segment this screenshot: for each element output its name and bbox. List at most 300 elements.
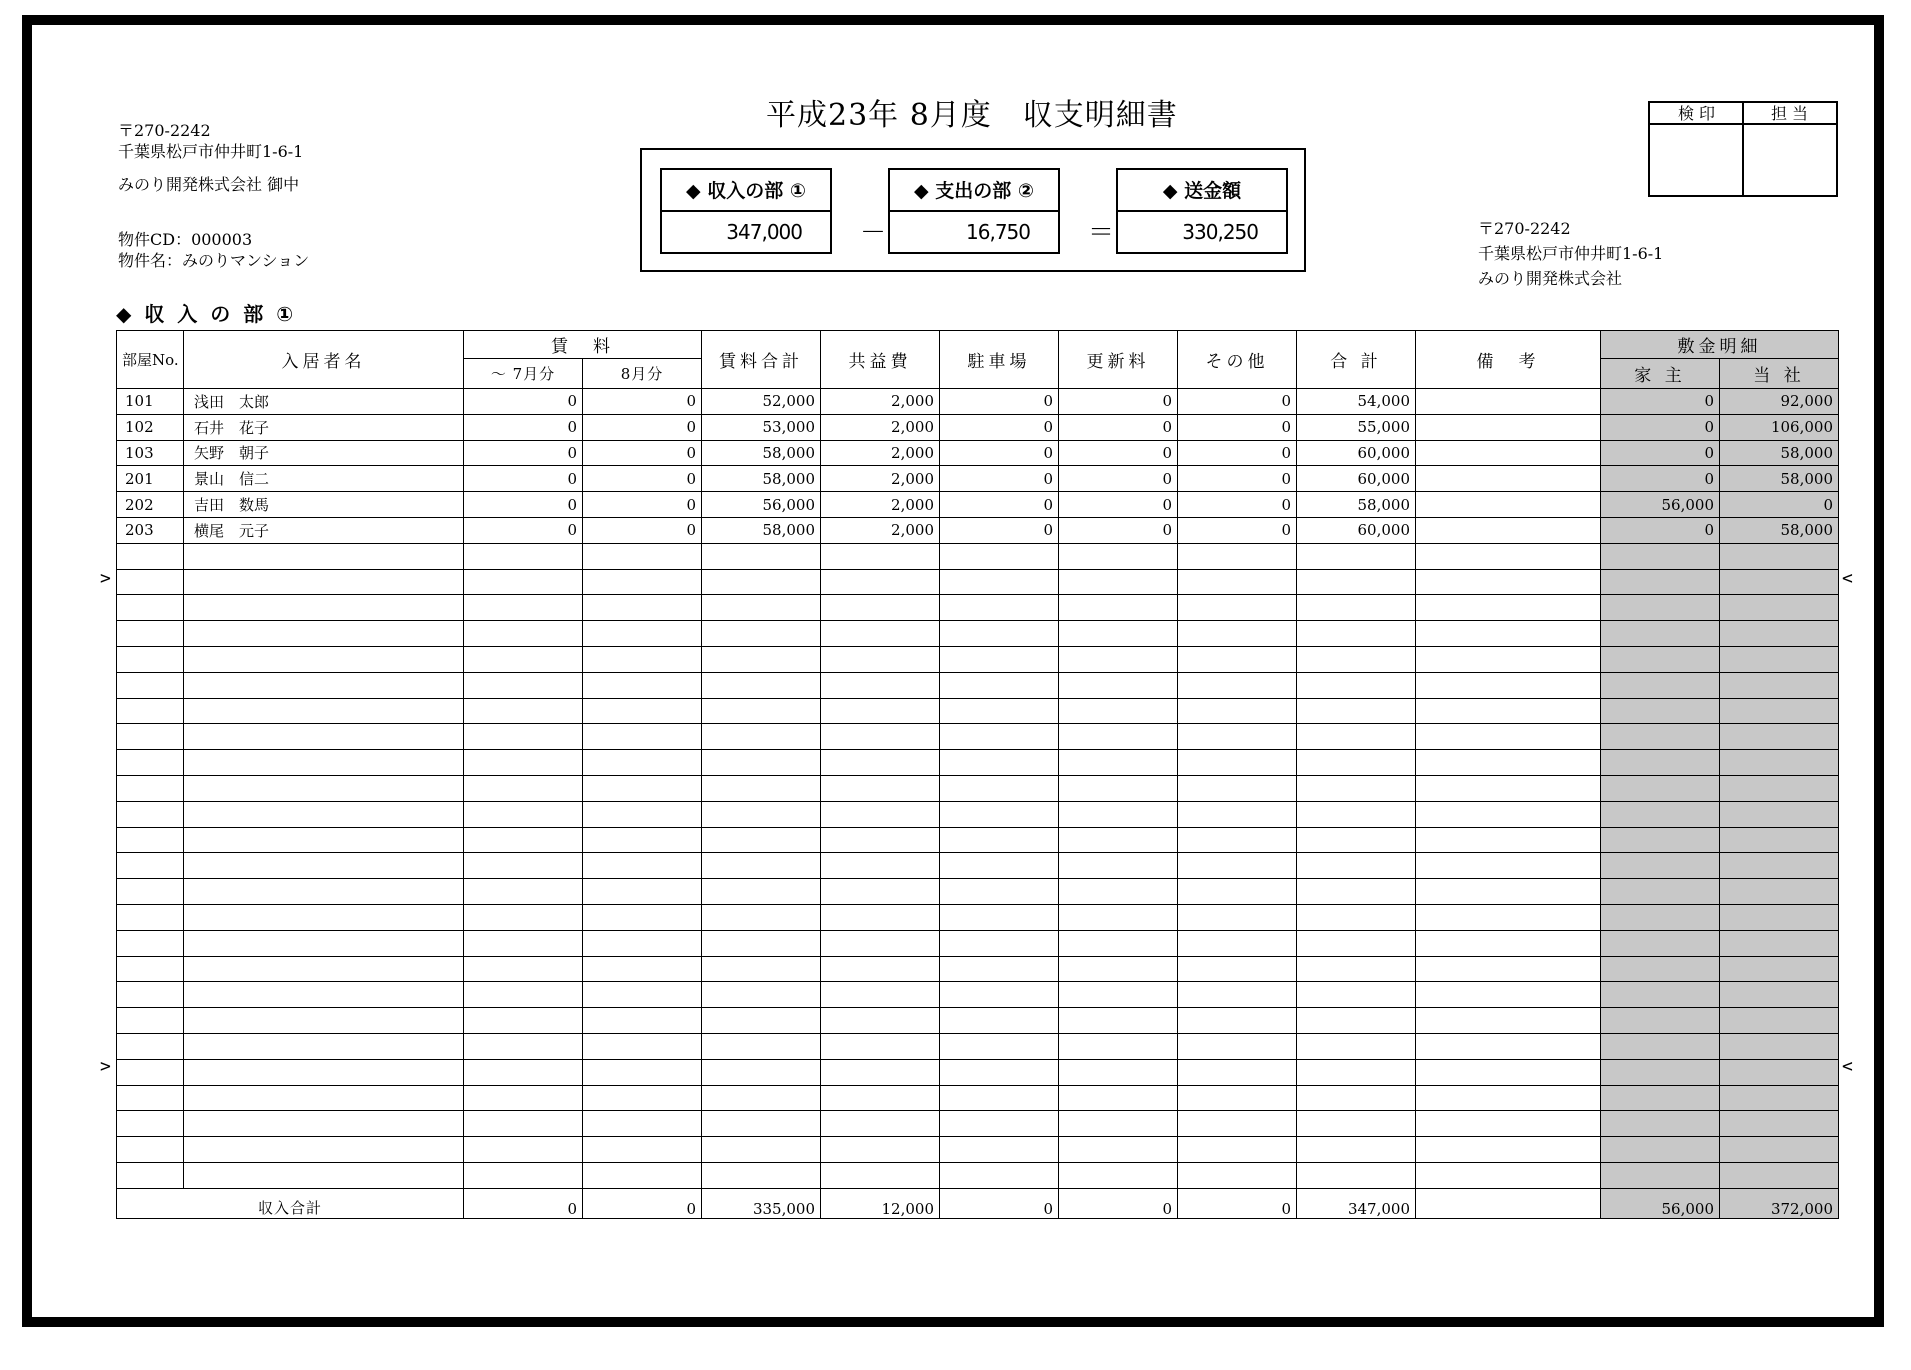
cell-cur: [583, 724, 702, 750]
fold-mark-right-bottom: <: [1842, 1056, 1853, 1077]
cell-common: [821, 930, 940, 956]
header-owner: 家 主: [1601, 359, 1720, 389]
cell-renewal: [1059, 750, 1178, 776]
cell-other: [1178, 646, 1297, 672]
cell-remarks: [1416, 1085, 1601, 1111]
cell-remarks: [1416, 1137, 1601, 1163]
cell-renewal: [1059, 1137, 1178, 1163]
cell-parking: 0: [940, 492, 1059, 518]
cell-name: 横尾 元子: [184, 517, 464, 543]
cell-cur: [583, 1059, 702, 1085]
cell-total: [1297, 621, 1416, 647]
cell-owner: [1601, 1162, 1720, 1188]
cell-room: [117, 982, 184, 1008]
cell-remarks: [1416, 879, 1601, 905]
cell-parking: [940, 1059, 1059, 1085]
cell-common: 2,000: [821, 414, 940, 440]
cell-parking: [940, 672, 1059, 698]
cell-owner: [1601, 543, 1720, 569]
cell-name: [184, 1162, 464, 1188]
cell-common: [821, 879, 940, 905]
cell-name: [184, 930, 464, 956]
cell-total: [1297, 1111, 1416, 1137]
table-row: [117, 621, 1839, 647]
cell-remarks: [1416, 801, 1601, 827]
cell-parking: [940, 1033, 1059, 1059]
cell-room: [117, 750, 184, 776]
table-row: [117, 853, 1839, 879]
header-total: 合 計: [1297, 331, 1416, 389]
cell-owner: [1601, 1033, 1720, 1059]
table-row: [117, 775, 1839, 801]
cell-company: 58,000: [1720, 440, 1839, 466]
cell-parking: [940, 569, 1059, 595]
cell-rent_total: [702, 827, 821, 853]
cell-total: 60,000: [1297, 466, 1416, 492]
cell-prev: [464, 853, 583, 879]
table-row: [117, 801, 1839, 827]
table-row: [117, 956, 1839, 982]
cell-owner: 0: [1601, 440, 1720, 466]
table-total-row: [117, 1188, 1839, 1218]
cell-common: [821, 750, 940, 776]
cell-cur: [583, 879, 702, 905]
cell-name: 吉田 数馬: [184, 492, 464, 518]
header-company: 当 社: [1720, 359, 1839, 389]
cell-remarks: [1416, 1111, 1601, 1137]
table-row: [117, 698, 1839, 724]
cell-renewal: [1059, 698, 1178, 724]
cell-name: [184, 956, 464, 982]
cell-owner: [1601, 1111, 1720, 1137]
recipient-address: 千葉県松戸市仲井町1-6-1: [118, 142, 304, 161]
cell-company: 92,000: [1720, 389, 1839, 415]
cell-common: [821, 646, 940, 672]
cell-company: [1720, 956, 1839, 982]
cell-other: [1178, 1111, 1297, 1137]
cell-company: [1720, 724, 1839, 750]
cell-company: [1720, 982, 1839, 1008]
cell-prev: [464, 543, 583, 569]
cell-cur: [583, 621, 702, 647]
cell-rent_total: [702, 698, 821, 724]
cell-parking: 0: [940, 440, 1059, 466]
cell-renewal: 0: [1059, 414, 1178, 440]
cell-room: [117, 801, 184, 827]
cell-company: [1720, 853, 1839, 879]
cell-parking: 0: [940, 517, 1059, 543]
cell-parking: [940, 827, 1059, 853]
cell-owner: [1601, 698, 1720, 724]
cell-cur: 0: [583, 414, 702, 440]
cell-rent_total: [702, 750, 821, 776]
cell-name: [184, 621, 464, 647]
table-row: [117, 414, 1839, 440]
cell-remarks: [1416, 569, 1601, 595]
cell-owner: [1601, 801, 1720, 827]
cell-common: 2,000: [821, 466, 940, 492]
cell-total: 55,000: [1297, 414, 1416, 440]
cell-prev: [464, 904, 583, 930]
cell-company: [1720, 1033, 1839, 1059]
cell-parking: [940, 1111, 1059, 1137]
cell-total: [1297, 1085, 1416, 1111]
fold-mark-left-bottom: >: [100, 1056, 111, 1077]
recipient-block: [118, 120, 309, 271]
cell-rent_total: [702, 801, 821, 827]
cell-owner: [1601, 750, 1720, 776]
income-summary-label: ◆ 収入の部 ①: [662, 170, 830, 212]
cell-common: [821, 904, 940, 930]
header-deposit: 敷金明細: [1601, 331, 1839, 359]
table-row: [117, 724, 1839, 750]
cell-company: 0: [1720, 492, 1839, 518]
cell-remarks: [1416, 621, 1601, 647]
cell-room: [117, 595, 184, 621]
cell-common: [821, 595, 940, 621]
cell-name: [184, 543, 464, 569]
cell-parking: 0: [940, 466, 1059, 492]
fold-mark-left-top: >: [100, 568, 111, 589]
cell-common: 2,000: [821, 517, 940, 543]
cell-cur: 0: [583, 492, 702, 518]
cell-other: [1178, 621, 1297, 647]
cell-remarks: [1416, 775, 1601, 801]
cell-company: [1720, 1085, 1839, 1111]
cell-room: [117, 1162, 184, 1188]
cell-total: 60,000: [1297, 517, 1416, 543]
remittance-summary-value: 330,250: [1182, 220, 1258, 244]
cell-renewal: [1059, 724, 1178, 750]
cell-company: [1720, 672, 1839, 698]
cell-renewal: [1059, 646, 1178, 672]
income-table: [116, 330, 1839, 1219]
cell-name: [184, 595, 464, 621]
cell-parking: [940, 982, 1059, 1008]
cell-parking: [940, 1137, 1059, 1163]
total-prev: 0: [464, 1188, 583, 1218]
cell-prev: [464, 930, 583, 956]
cell-owner: [1601, 1059, 1720, 1085]
recipient-postal: 〒270-2242: [118, 121, 211, 140]
cell-cur: 0: [583, 440, 702, 466]
table-row: [117, 466, 1839, 492]
cell-total: [1297, 1162, 1416, 1188]
cell-renewal: [1059, 1008, 1178, 1034]
cell-other: [1178, 672, 1297, 698]
cell-name: 景山 信二: [184, 466, 464, 492]
cell-rent_total: 58,000: [702, 440, 821, 466]
cell-cur: [583, 646, 702, 672]
cell-other: [1178, 595, 1297, 621]
cell-cur: [583, 827, 702, 853]
total-renewal: 0: [1059, 1188, 1178, 1218]
cell-company: 58,000: [1720, 466, 1839, 492]
cell-cur: [583, 1033, 702, 1059]
sender-postal: 〒270-2242: [1478, 219, 1571, 238]
cell-room: [117, 1111, 184, 1137]
cell-total: [1297, 853, 1416, 879]
cell-room: [117, 1033, 184, 1059]
cell-total: [1297, 698, 1416, 724]
cell-owner: [1601, 621, 1720, 647]
cell-room: [117, 646, 184, 672]
cell-prev: 0: [464, 440, 583, 466]
cell-renewal: [1059, 543, 1178, 569]
cell-total: [1297, 724, 1416, 750]
cell-total: 60,000: [1297, 440, 1416, 466]
expense-summary: [888, 168, 1060, 254]
cell-owner: 0: [1601, 414, 1720, 440]
cell-total: [1297, 982, 1416, 1008]
cell-cur: [583, 1162, 702, 1188]
cell-common: 2,000: [821, 492, 940, 518]
cell-other: [1178, 1162, 1297, 1188]
cell-name: [184, 1137, 464, 1163]
cell-common: [821, 1137, 940, 1163]
cell-other: [1178, 724, 1297, 750]
header-room: 部屋No.: [117, 331, 184, 389]
cell-name: [184, 1111, 464, 1137]
cell-common: [821, 1033, 940, 1059]
sender-address: 千葉県松戸市仲井町1-6-1: [1478, 244, 1664, 263]
cell-renewal: [1059, 1162, 1178, 1188]
cell-prev: [464, 827, 583, 853]
cell-remarks: [1416, 595, 1601, 621]
cell-renewal: 0: [1059, 466, 1178, 492]
cell-parking: [940, 879, 1059, 905]
header-other: その他: [1178, 331, 1297, 389]
cell-remarks: [1416, 750, 1601, 776]
cell-remarks: [1416, 904, 1601, 930]
cell-company: [1720, 543, 1839, 569]
header-rent-prev: ～ 7月分: [464, 359, 583, 389]
table-row: [117, 1008, 1839, 1034]
cell-parking: [940, 724, 1059, 750]
cell-parking: [940, 853, 1059, 879]
cell-rent_total: [702, 775, 821, 801]
header-rent: 賃 料: [464, 331, 702, 359]
table-row: [117, 1085, 1839, 1111]
cell-total: [1297, 1137, 1416, 1163]
cell-prev: [464, 750, 583, 776]
cell-other: [1178, 1085, 1297, 1111]
cell-parking: [940, 595, 1059, 621]
cell-prev: 0: [464, 414, 583, 440]
cell-prev: [464, 1085, 583, 1111]
cell-remarks: [1416, 853, 1601, 879]
cell-owner: [1601, 672, 1720, 698]
cell-company: [1720, 569, 1839, 595]
cell-rent_total: [702, 724, 821, 750]
cell-name: [184, 724, 464, 750]
cell-other: 0: [1178, 466, 1297, 492]
cell-owner: [1601, 569, 1720, 595]
cell-parking: 0: [940, 389, 1059, 415]
cell-prev: 0: [464, 517, 583, 543]
income-summary: [660, 168, 832, 254]
cell-cur: [583, 1085, 702, 1111]
cell-other: [1178, 930, 1297, 956]
cell-cur: [583, 595, 702, 621]
cell-room: 201: [117, 466, 184, 492]
total-parking: 0: [940, 1188, 1059, 1218]
cell-rent_total: [702, 1111, 821, 1137]
stamp-divider: [1742, 103, 1744, 195]
fold-mark-right-top: <: [1842, 568, 1853, 589]
cell-prev: [464, 775, 583, 801]
cell-rent_total: 52,000: [702, 389, 821, 415]
cell-common: [821, 1162, 940, 1188]
total-label: 収入合計: [117, 1188, 464, 1218]
cell-cur: [583, 1008, 702, 1034]
cell-other: [1178, 801, 1297, 827]
cell-total: [1297, 904, 1416, 930]
cell-renewal: [1059, 853, 1178, 879]
income-section-title: ◆ 収 入 の 部 ①: [116, 302, 297, 326]
cell-renewal: [1059, 1033, 1178, 1059]
cell-name: [184, 879, 464, 905]
cell-total: [1297, 1008, 1416, 1034]
table-row: [117, 1111, 1839, 1137]
cell-remarks: [1416, 956, 1601, 982]
cell-owner: [1601, 724, 1720, 750]
cell-prev: [464, 1033, 583, 1059]
cell-prev: [464, 595, 583, 621]
cell-remarks: [1416, 389, 1601, 415]
stamp-header-inspection: 検 印: [1650, 103, 1743, 125]
cell-cur: [583, 930, 702, 956]
cell-total: [1297, 646, 1416, 672]
cell-renewal: [1059, 930, 1178, 956]
total-other: 0: [1178, 1188, 1297, 1218]
cell-total: [1297, 750, 1416, 776]
cell-remarks: [1416, 646, 1601, 672]
cell-common: [821, 1111, 940, 1137]
property-cd: 物件CD：000003: [118, 230, 253, 249]
cell-other: [1178, 543, 1297, 569]
cell-common: [821, 1085, 940, 1111]
cell-renewal: [1059, 621, 1178, 647]
cell-room: [117, 1137, 184, 1163]
cell-prev: 0: [464, 492, 583, 518]
total-company: 372,000: [1720, 1188, 1839, 1218]
cell-prev: [464, 1008, 583, 1034]
cell-parking: [940, 801, 1059, 827]
cell-remarks: [1416, 466, 1601, 492]
cell-rent_total: [702, 1085, 821, 1111]
cell-room: [117, 904, 184, 930]
cell-cur: 0: [583, 466, 702, 492]
cell-parking: [940, 646, 1059, 672]
cell-owner: 56,000: [1601, 492, 1720, 518]
cell-parking: [940, 750, 1059, 776]
cell-company: [1720, 827, 1839, 853]
cell-remarks: [1416, 440, 1601, 466]
cell-prev: [464, 1162, 583, 1188]
cell-renewal: [1059, 595, 1178, 621]
cell-common: [821, 621, 940, 647]
cell-renewal: [1059, 982, 1178, 1008]
cell-prev: [464, 1111, 583, 1137]
cell-owner: [1601, 827, 1720, 853]
cell-remarks: [1416, 1033, 1601, 1059]
expense-summary-label: ◆ 支出の部 ②: [890, 170, 1058, 212]
header-rent-total: 賃料合計: [702, 331, 821, 389]
cell-common: [821, 775, 940, 801]
cell-cur: [583, 956, 702, 982]
cell-company: [1720, 879, 1839, 905]
cell-parking: [940, 1008, 1059, 1034]
cell-name: 矢野 朝子: [184, 440, 464, 466]
cell-name: [184, 1008, 464, 1034]
cell-common: [821, 801, 940, 827]
cell-total: [1297, 879, 1416, 905]
table-row: [117, 492, 1839, 518]
cell-prev: [464, 801, 583, 827]
cell-room: 101: [117, 389, 184, 415]
cell-prev: [464, 646, 583, 672]
cell-cur: [583, 698, 702, 724]
cell-renewal: [1059, 1111, 1178, 1137]
cell-rent_total: [702, 956, 821, 982]
cell-remarks: [1416, 492, 1601, 518]
cell-rent_total: [702, 879, 821, 905]
total-rent_total: 335,000: [702, 1188, 821, 1218]
cell-company: [1720, 775, 1839, 801]
cell-company: [1720, 1111, 1839, 1137]
cell-room: [117, 698, 184, 724]
cell-common: [821, 569, 940, 595]
sender-block: [1478, 216, 1663, 291]
cell-renewal: [1059, 827, 1178, 853]
cell-name: [184, 1059, 464, 1085]
cell-company: 106,000: [1720, 414, 1839, 440]
cell-other: 0: [1178, 492, 1297, 518]
total-cur: 0: [583, 1188, 702, 1218]
cell-other: [1178, 904, 1297, 930]
cell-common: 2,000: [821, 389, 940, 415]
table-row: [117, 440, 1839, 466]
total-owner: 56,000: [1601, 1188, 1720, 1218]
cell-prev: 0: [464, 466, 583, 492]
cell-total: [1297, 569, 1416, 595]
cell-prev: [464, 724, 583, 750]
cell-prev: [464, 672, 583, 698]
cell-owner: [1601, 775, 1720, 801]
cell-common: 2,000: [821, 440, 940, 466]
cell-cur: [583, 982, 702, 1008]
cell-total: [1297, 775, 1416, 801]
cell-owner: [1601, 982, 1720, 1008]
cell-rent_total: [702, 904, 821, 930]
cell-other: [1178, 982, 1297, 1008]
remittance-summary: [1116, 168, 1288, 254]
cell-cur: 0: [583, 389, 702, 415]
cell-total: [1297, 543, 1416, 569]
cell-other: [1178, 750, 1297, 776]
table-row: [117, 904, 1839, 930]
table-row: [117, 595, 1839, 621]
cell-prev: 0: [464, 389, 583, 415]
cell-room: [117, 879, 184, 905]
cell-other: 0: [1178, 517, 1297, 543]
cell-rent_total: [702, 1162, 821, 1188]
cell-room: 102: [117, 414, 184, 440]
approval-stamp-box: [1648, 101, 1838, 197]
cell-company: [1720, 930, 1839, 956]
table-row: [117, 750, 1839, 776]
